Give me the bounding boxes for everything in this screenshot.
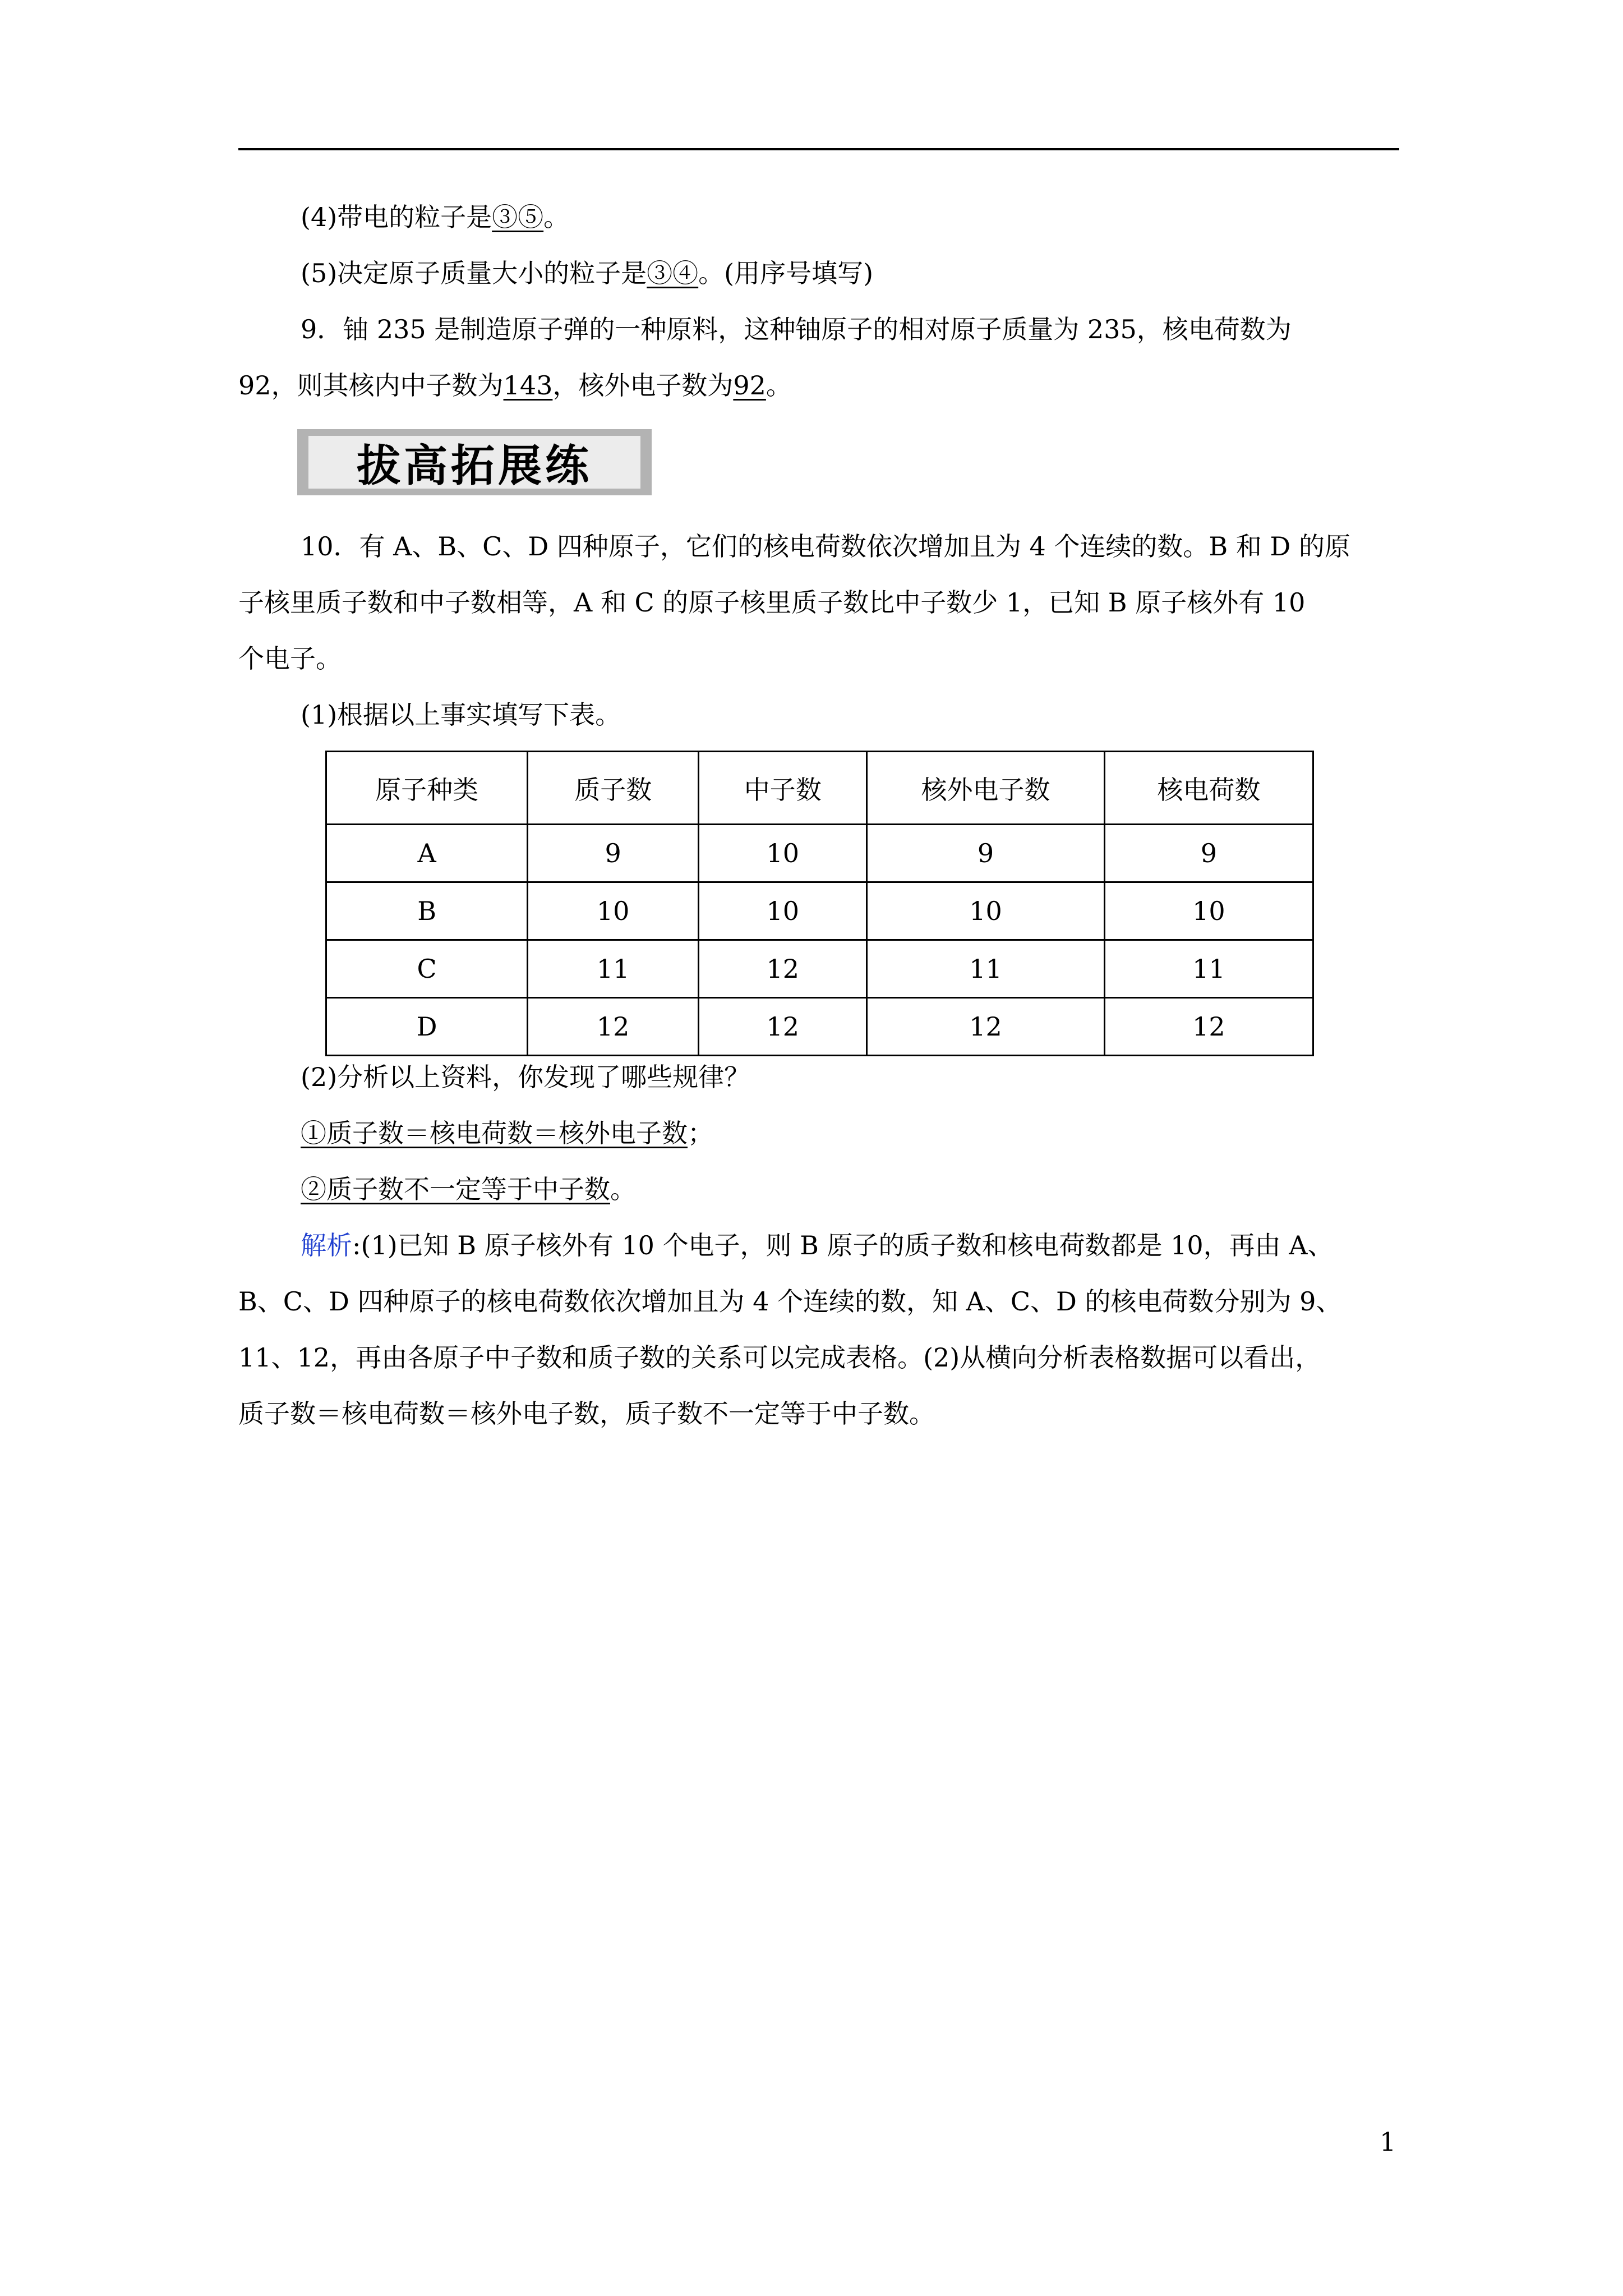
analysis-line-3: 11、12，再由各原子中子数和质子数的关系可以完成表格。(2)从横向分析表格数据可以看出， [238,1342,1321,1373]
q10-part-2: (2)分析以上资料，你发现了哪些规律？ [301,1062,750,1092]
analysis-label: 解析 [301,1230,352,1260]
table-cell: 11 [867,940,1105,998]
analysis-line-1 [301,1228,1400,1262]
q10-rule-1-end: ； [688,1118,713,1148]
q10-stem-1: 10．有 A、B、C、D 四种原子，它们的核电荷数依次增加且为 4 个连续的数。B 和 D 的原 [301,531,1350,562]
q9-line-2 [238,369,1400,402]
q8-item-5 [301,256,1400,290]
q10-rule-1 [301,1116,1400,1150]
page-number: 1 [1380,2127,1396,2157]
table-header-cell: 原子种类 [326,752,528,825]
section-banner-title: 拔高拓展练 [308,436,640,489]
table-cell: 10 [699,825,867,882]
table-row [326,998,1313,1056]
table-header-row [326,752,1313,825]
table-header-cell: 质子数 [528,752,699,825]
table-cell: 12 [699,998,867,1056]
table-header-cell: 核电荷数 [1104,752,1313,825]
table-cell: B [326,882,528,940]
table-cell: 9 [867,825,1105,882]
table-cell: 10 [528,882,699,940]
q8-item-5-answer: ③④ [647,258,699,288]
section-banner [297,429,652,495]
q8-item-4 [301,200,1400,234]
analysis-line-4: 质子数＝核电荷数＝核外电子数，质子数不一定等于中子数。 [238,1398,935,1429]
table-cell: A [326,825,528,882]
table-cell: 9 [528,825,699,882]
q10-rule-1-answer: ①质子数＝核电荷数＝核外电子数 [301,1118,688,1148]
table-cell: 12 [699,940,867,998]
q10-part-1: (1)根据以上事实填写下表。 [301,700,621,730]
table-cell: 10 [699,882,867,940]
table-cell: 12 [1104,998,1313,1056]
header-rule [238,148,1399,150]
q10-rule-2 [301,1172,1400,1206]
table-cell: 11 [1104,940,1313,998]
table-cell: 12 [867,998,1105,1056]
q9-text-b: ，核外电子数为 [552,370,734,401]
table-cell: D [326,998,528,1056]
table-header-cell: 核外电子数 [867,752,1105,825]
q8-item-4-answer: ③⑤ [492,202,544,232]
table-cell: 12 [528,998,699,1056]
table-cell: 10 [1104,882,1313,940]
q8-item-4-text: (4)带电的粒子是 [301,202,492,232]
q9-answer-neutrons: 143 [503,370,553,401]
table-row [326,825,1313,882]
analysis-line-2: B、C、D 四种原子的核电荷数依次增加且为 4 个连续的数，知 A、C、D 的核电荷数分别为 9、 [238,1286,1342,1317]
q8-item-5-text: (5)决定原子质量大小的粒子是 [301,258,647,288]
q9-answer-electrons: 92 [733,370,766,401]
q10-rule-2-answer: ②质子数不一定等于中子数 [301,1174,610,1204]
table-row [326,882,1313,940]
q8-item-4-end: 。 [543,202,570,232]
q9-line-1: 9．铀 235 是制造原子弹的一种原料，这种铀原子的相对原子质量为 235，核电荷数为 [301,314,1292,344]
table-cell: 10 [867,882,1105,940]
atom-table [325,751,1314,1056]
analysis-text: :(1)已知 B 原子核外有 10 个电子，则 B 原子的质子数和核电荷数都是 10，再由 A、 [352,1230,1334,1260]
table-cell: 11 [528,940,699,998]
table-cell: C [326,940,528,998]
q9-text-a: 92，则其核内中子数为 [238,370,504,401]
q10-stem-3: 个电子。 [238,643,342,674]
q10-rule-2-end: 。 [610,1174,636,1204]
q8-item-5-end: 。(用序号填写) [698,258,874,288]
table-header-cell: 中子数 [699,752,867,825]
q9-text-c: 。 [766,370,792,401]
q10-stem-2: 子核里质子数和中子数相等，A 和 C 的原子核里质子数比中子数少 1，已知 B 原子核外有 10 [238,587,1306,618]
table-cell: 9 [1104,825,1313,882]
table-row [326,940,1313,998]
